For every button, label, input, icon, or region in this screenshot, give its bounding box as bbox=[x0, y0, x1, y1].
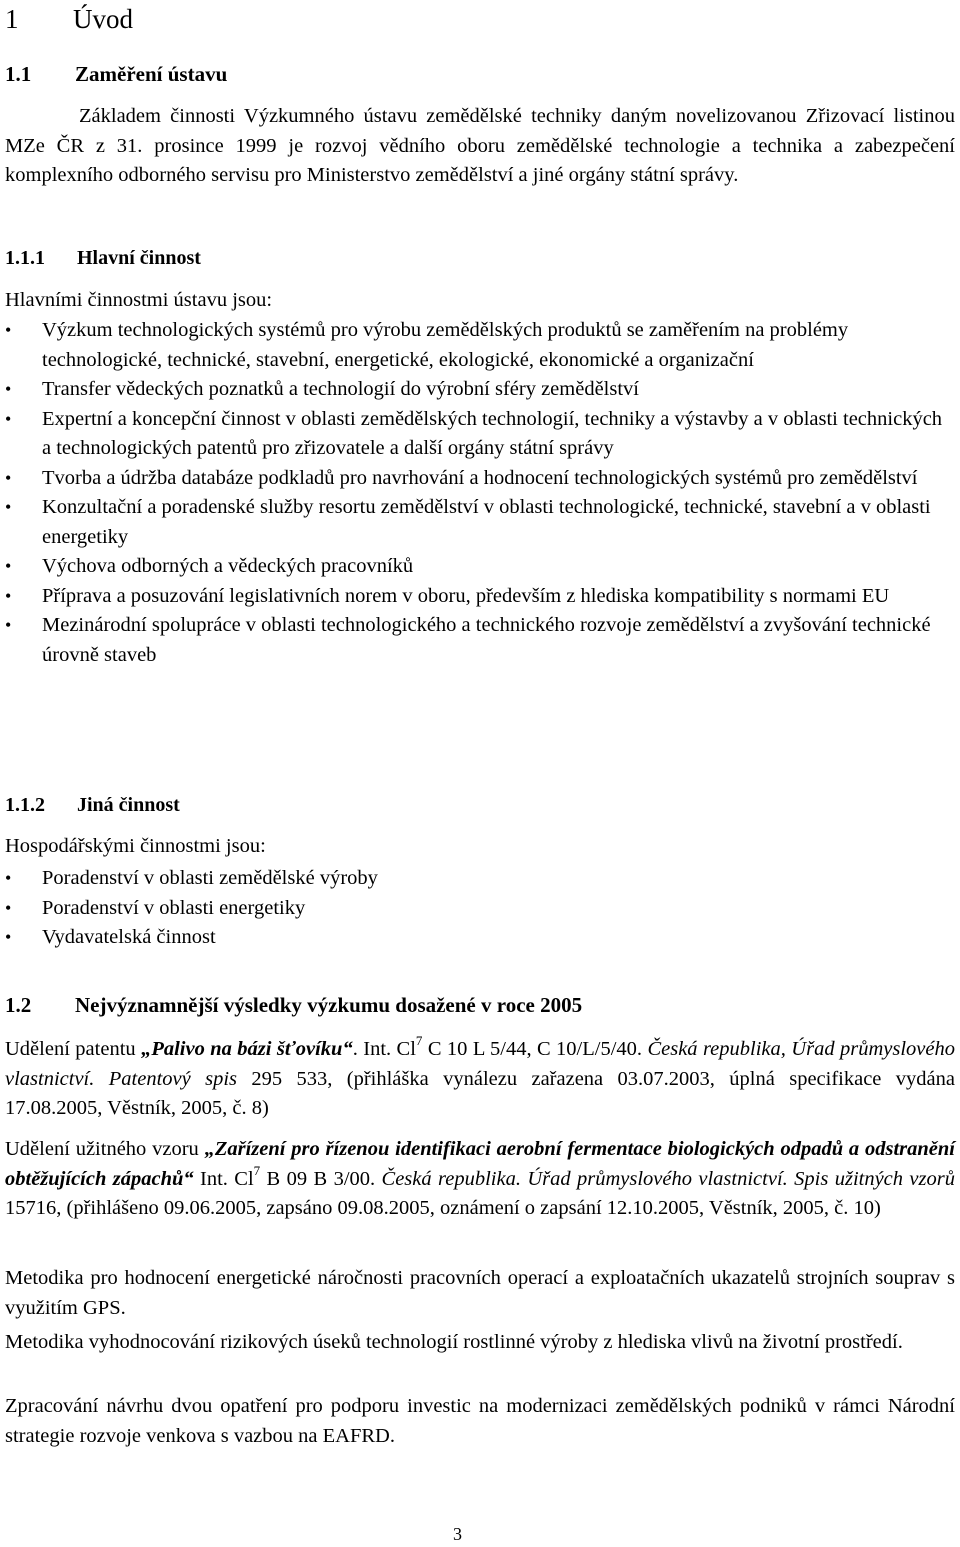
bullet-icon: • bbox=[5, 585, 12, 606]
list-item bbox=[5, 894, 955, 924]
heading-title: Úvod bbox=[73, 4, 133, 34]
heading-1-2 bbox=[5, 991, 955, 1021]
source-italic: Česká republika. Úřad průmyslového vlastnictví. Spis užitných vzorů bbox=[381, 1167, 955, 1190]
heading-1-1-2 bbox=[5, 791, 955, 821]
heading-title: Nejvýznamnější výsledky výzkumu dosažené v roce 2005 bbox=[75, 993, 583, 1017]
heading-number: 1 bbox=[5, 4, 19, 34]
heading-1-1-1 bbox=[5, 244, 955, 274]
list-item bbox=[5, 493, 955, 552]
list-item bbox=[5, 405, 955, 464]
list-item-text: Konzultační a poradenské služby resortu zemědělství v oblasti technologické, technické, stavební a v oblasti energetiky bbox=[42, 496, 931, 548]
bullet-icon: • bbox=[5, 897, 12, 918]
text: 295 533, (přihláška vynálezu zařazena 03.07.2003, úplná specifikace vydána 17.08.2005, Věstník, 2005, č. 8) bbox=[5, 1067, 955, 1119]
list-item-text: Tvorba a údržba databáze podkladů pro navrhování a hodnocení technologických systémů pro zemědělství bbox=[42, 466, 918, 489]
other-activities-list bbox=[5, 864, 955, 953]
heading-title: Zaměření ústavu bbox=[75, 62, 228, 86]
heading-number: 1.1 bbox=[5, 62, 32, 86]
result-patent bbox=[5, 1035, 955, 1124]
list-item bbox=[5, 464, 955, 494]
list-item-text: Poradenství v oblasti energetiky bbox=[42, 896, 306, 919]
result-methodology-risk: Metodika vyhodnocování rizikových úseků technologií rostlinné výroby z hlediska vlivů na životní prostředí. bbox=[5, 1331, 903, 1353]
list-item bbox=[5, 611, 955, 670]
bullet-icon: • bbox=[5, 467, 12, 488]
heading-number: 1.1.2 bbox=[5, 794, 45, 816]
bullet-icon: • bbox=[5, 408, 12, 429]
bullet-icon: • bbox=[5, 868, 12, 888]
list-item bbox=[5, 552, 955, 582]
paragraph-zamereni: Základem činnosti Výzkumného ústavu zemědělské techniky daným novelizovanou Zřizovací listinou MZe ČR z 31. prosince 1999 je rozvoj vědního oboru zemědělské technologie a technika a zabezpečení komplexního odborného servisu pro Ministerstvo zemědělství a jiné orgány státní správy. bbox=[5, 105, 955, 186]
bullet-icon: • bbox=[5, 379, 12, 399]
bullet-icon: • bbox=[5, 927, 12, 947]
list-item-text: Mezinárodní spolupráce v oblasti technologického a technického rozvoje zemědělství a zvyšování technické úrovně staveb bbox=[42, 614, 931, 666]
text: Udělení užitného vzoru bbox=[5, 1138, 205, 1160]
text: Udělení patentu bbox=[5, 1038, 142, 1060]
text: . Int. Cl bbox=[352, 1038, 416, 1060]
list-item bbox=[5, 864, 955, 894]
text: B 09 B 3/00. bbox=[260, 1167, 382, 1190]
heading-title: Jiná činnost bbox=[77, 794, 180, 816]
result-methodology-gps: Metodika pro hodnocení energetické náročnosti pracovních operací a exploatačních ukazatelů strojních souprav s využitím GPS. bbox=[5, 1267, 955, 1319]
list-intro: Hospodářskými činnostmi jsou: bbox=[5, 835, 266, 857]
list-item-text: Vydavatelská činnost bbox=[42, 926, 216, 948]
result-proposal-eafrd: Zpracování návrhu dvou opatření pro podporu investic na modernizaci zemědělských podniků v rámci Národní strategie rozvoje venkova s vazbou na EAFRD. bbox=[5, 1395, 955, 1447]
superscript: 7 bbox=[253, 1162, 261, 1178]
result-utility-model bbox=[5, 1135, 955, 1224]
list-item-text: Transfer vědeckých poznatků a technologií do výrobní sféry zemědělství bbox=[42, 378, 639, 400]
list-item bbox=[5, 375, 955, 405]
heading-number: 1.2 bbox=[5, 993, 32, 1017]
list-item-text: Poradenství v oblasti zemědělské výroby bbox=[42, 867, 378, 889]
list-item-text: Příprava a posuzování legislativních norem v oboru, především z hlediska kompatibility s normami EU bbox=[42, 584, 890, 607]
page-number: 3 bbox=[453, 1524, 462, 1544]
list-item bbox=[5, 582, 955, 612]
patent-title: „Palivo na bázi šťovíku“ bbox=[141, 1038, 353, 1060]
superscript: 7 bbox=[415, 1033, 423, 1049]
list-intro: Hlavními činnostmi ústavu jsou: bbox=[5, 289, 273, 311]
heading-1-1 bbox=[5, 60, 955, 90]
list-item-text: Výzkum technologických systémů pro výrobu zemědělských produktů se zaměřením na problémy technologické, technické, stavební, energetické, ekologické, ekonomické a organizační bbox=[42, 319, 849, 371]
list-item bbox=[5, 316, 955, 375]
bullet-icon: • bbox=[5, 615, 12, 635]
main-activities-list bbox=[5, 316, 955, 670]
source-italic: Česká republika, Úřad průmyslového vlastnictví. Patentový spis bbox=[5, 1038, 955, 1090]
heading-number: 1.1.1 bbox=[5, 247, 45, 269]
text: 15716, (přihlášeno 09.06.2005, zapsáno 09.08.2005, oznámení o zapsání 12.10.2005, Věstník, 2005, č. 10) bbox=[5, 1197, 881, 1219]
bullet-icon: • bbox=[5, 497, 12, 517]
list-item bbox=[5, 923, 955, 953]
list-item-text: Výchova odborných a vědeckých pracovníků bbox=[42, 555, 414, 577]
text: Int. Cl bbox=[193, 1167, 254, 1190]
utility-model-title: „Zařízení pro řízenou identifikaci aerobní fermentace biologických odpadů a odstranění obtěžujících zápachů“ bbox=[5, 1138, 955, 1190]
bullet-icon: • bbox=[5, 556, 12, 576]
heading-1 bbox=[5, 2, 955, 36]
list-item-text: Expertní a koncepční činnost v oblasti zemědělských technologií, techniky a výstavby a v oblasti technických a technologických patentů pro zřizovatele a další orgány státní správy bbox=[42, 407, 943, 459]
heading-title: Hlavní činnost bbox=[77, 247, 201, 269]
bullet-icon: • bbox=[5, 320, 12, 340]
text: C 10 L 5/44, C 10/L/5/40. bbox=[422, 1038, 648, 1060]
